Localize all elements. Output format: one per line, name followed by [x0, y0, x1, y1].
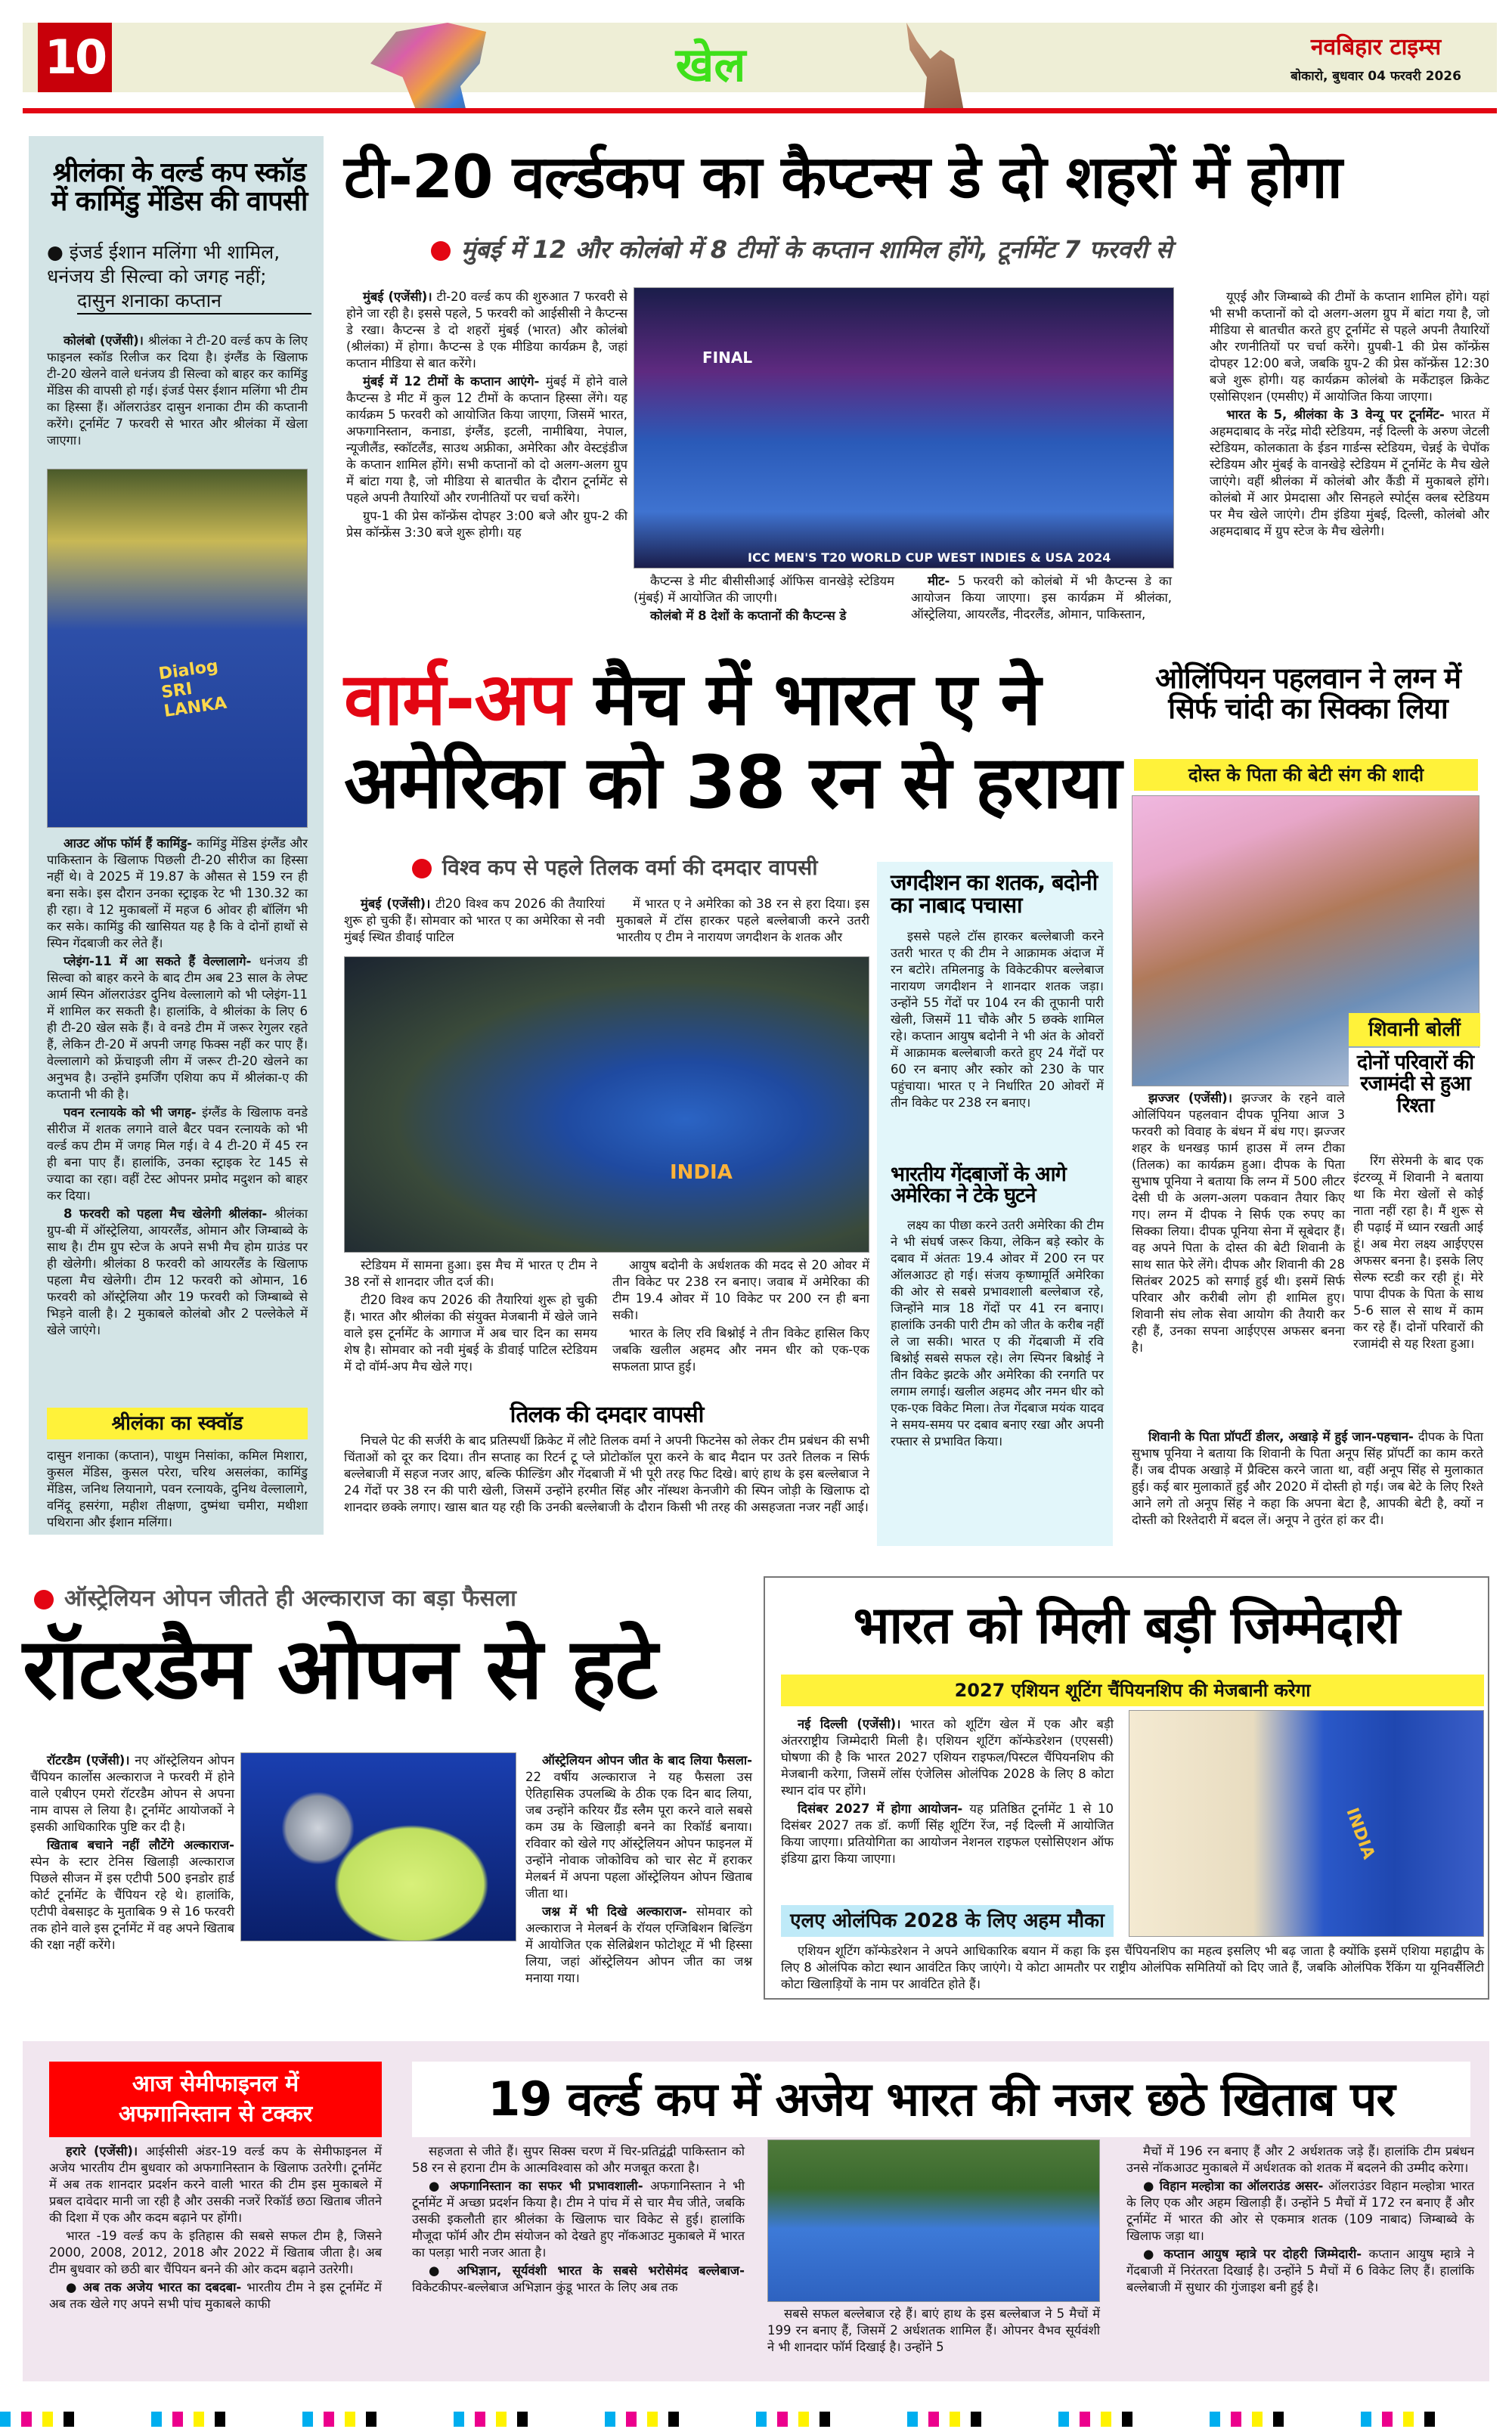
paragraph-lead: 8 फरवरी को पहला मैच खेलेगी श्रीलंका-: [64, 1207, 274, 1221]
paragraph: [30, 1752, 234, 1836]
lead-col2: [634, 573, 894, 641]
paragraph: [346, 289, 627, 372]
photo-shooters: [1129, 1710, 1484, 1937]
paragraph-lead: ● अभिज्ञान, सूर्यवंशी भारत के सबसे भरोसेमंद बल्लेबाज-: [429, 2263, 745, 2278]
paragraph-text: आयुष बदोनी के अर्धशतक की मदद से 20 ओवर में तीन विकेट पर 238 रन बनाए। जवाब में अमेरिका की टीम 19.4 ओवर में 10 विकेट पर 200 रन ही बना सकी।: [612, 1258, 869, 1322]
sidebar-bullet-underlined: दासुन शनाका कप्तान: [77, 289, 311, 314]
paragraph: [1132, 1429, 1483, 1529]
paragraph: [612, 1257, 869, 1324]
paragraph-text: कैप्टन्स डे मीट बीसीसीआई ऑफिस वानखेड़े स्टेडियम (मुंबई) में आयोजित की जाएगी।: [634, 574, 894, 605]
u19-col4: [1126, 2143, 1474, 2370]
paragraph: [1126, 2246, 1474, 2296]
olympian-strap: दोस्त के पिता की बेटी संग की शादी: [1134, 759, 1478, 791]
paragraph-text: धनंजय डी सिल्वा को बाहर करने के बाद टीम अब 23 साल के लेफ्ट आर्म स्पिन ऑलराउंडर दुनिथ वेल्लालागे को भी प्लेइंग-11 में शामिल कर सकती है। हालांकि, वे श्रीलंका के लिए 6 ही टी-20 खेल सके हैं। वे वनडे टीम में जरूर रेगुलर रहते हैं, लेकिन टी-20 में अपनी जगह फिक्स नहीं कर पाए हैं। वेल्लालागे को फ्रेंचाइजी लीग में जरूर टी-20 खेलने का अनुभव है। उन्होंने इमर्जिंग एशिया कप में श्रीलंका-ए की कप्तानी भी की है।: [47, 954, 308, 1101]
paragraph-text: सबसे सफल बल्लेबाज रहे हैं। बाएं हाथ के इस बल्लेबाज ने 5 मैचों में 199 रन बनाए हैं, जिसमें 2 अर्धशतक शामिल हैं। ओपनर वैभव सूर्यवंशी ने भी शानदार फॉर्म दिखाई है। उन्होंने 5: [767, 2307, 1100, 2354]
paragraph-lead: मुंबई में 12 टीमों के कप्तान आएंगे-: [363, 374, 546, 389]
u19-col1: [49, 2143, 382, 2370]
paragraph-text: निचले पेट की सर्जरी के बाद प्रतिस्पर्धी क्रिकेट में लौटे तिलक वर्मा ने अपनी फिटनेस को लेकर टीम प्रबंधन की सभी चिंताओं को दूर कर दिया। तीन सप्ताह का रिटर्न टू प्ले प्रोटोकॉल पूरा करने के बाद मैदान पर उतरे तिलक न सिर्फ बल्लेबाजी में सहज नजर आए, बल्कि फील्डिंग और गेंदबाजी में भी पूरी तरह फिट दिखे। बाएं हाथ के इस बल्लेबाज ने 24 गेंदों पर 38 रन की पारी खेली, जिसमें उन्होंने हरमीत सिंह और नॉस्थश केनजीगे की स्पिन जोड़ी के खिलाफ दो शानदार छक्के लगाए। खास बात यह रही कि उनकी बल्लेबाजी के दौरान किसी भी तरह की असहजता नजर नहीं आई।: [344, 1433, 869, 1514]
lead-subhead-text: मुंबई में 12 और कोलंबो में 8 टीमों के कप्तान शामिल होंगे, टूर्नामेंट 7 फरवरी से: [461, 235, 1173, 264]
alcaraz-left: [30, 1752, 235, 1952]
warmup-top-right: [616, 896, 869, 949]
paragraph: [911, 573, 1172, 623]
jagdishan-heading: जगदीशन का शतक, बदोनी का नाबाद पचासा: [891, 869, 1098, 919]
paragraph: [1132, 1090, 1345, 1356]
quote-label: शिवानी बोलीं: [1349, 1013, 1480, 1046]
paragraph-text: भारत को शूटिंग खेल में एक और बड़ी अंतरराष्ट्रीय जिम्मेदारी मिली है। एशियन शूटिंग कॉन्फेडरेशन (एएससी) घोषणा की है कि भारत 2027 एशियन राइफल/पिस्टल चैंपियनशिप की मेजबानी करेगा, जिसमें लॉस एंजेलिस ओलंपिक 2028 के लिए 8 कोटा स्थान दांव पर होंगे।: [781, 1717, 1114, 1798]
warmup-subhead: [412, 853, 866, 881]
paragraph-text: इंग्लैंड के खिलाफ वनडे सीरीज में शतक लगाने वाले बैटर पवन रत्नायके को भी वर्ल्ड कप टीम में जगह मिल गई। वे 4 टी-20 में 45 रन ही बना पाए हैं। हालांकि, उनका स्ट्राइक रेट 145 से ज्यादा का रहा। वहीं टेस्ट ओपनर प्रमोद मदुशन को बाहर कर दिया।: [47, 1105, 308, 1203]
shooting-box-heading: एलए ओलंपिक 2028 के लिए अहम मौका: [781, 1905, 1114, 1937]
photo-jersey-text: INDIA: [670, 1161, 733, 1184]
warmup-headline-line2: अमेरिका को 38 रन से हराया: [344, 740, 1121, 825]
paragraph: [346, 508, 627, 541]
paragraph: [781, 1801, 1114, 1867]
warmup-bottom-left: [344, 1257, 597, 1401]
photo-u19-team: [767, 2139, 1100, 2302]
alcaraz-kicker-text: ऑस्ट्रेलियन ओपन जीतते ही अल्काराज का बड़ा फैसला: [64, 1585, 516, 1612]
paragraph: [1126, 2178, 1474, 2245]
paragraph: [781, 1716, 1114, 1799]
paragraph: [49, 2143, 382, 2226]
lead-headline: टी-20 वर्ल्डकप का कैप्टन्स डे दो शहरों में होगा: [344, 144, 1342, 212]
shooting-bottom: [781, 1943, 1484, 1996]
lead-col1: [346, 289, 627, 644]
paragraph: [525, 1752, 752, 1902]
paragraph-text: विकेटकीपर-बल्लेबाज अभिज्ञान कुंडू भारत के लिए अब तक: [412, 2280, 678, 2294]
paragraph: [412, 2263, 745, 2296]
paragraph: [47, 1105, 308, 1204]
paragraph: [891, 1217, 1104, 1450]
paragraph-text: सोमवार को अल्काराज ने मेलबर्न के रॉयल एग्जिबिशन बिल्डिंग में आयोजित एक सेलिब्रेशन फोटोशूट में भी हिस्सा लिया, जहां ऑस्ट्रेलियन ओपन जीत का जश्न मनाया गया।: [525, 1904, 753, 1985]
paragraph-text: सहजता से जीते हैं। सुपर सिक्स चरण में चिर-प्रतिद्वंद्वी पाकिस्तान को 58 रन से हराना टीम के आत्मविश्वास को और मजबूत करता है।: [412, 2144, 745, 2175]
paragraph-lead: मुंबई (एजेंसी)।: [363, 290, 437, 304]
paragraph-lead: नई दिल्ली (एजेंसी)।: [798, 1717, 911, 1731]
paragraph: [891, 928, 1104, 1111]
paragraph-text: ग्रुप-1 की प्रेस कॉन्फ्रेंस दोपहर 3:00 बजे और ग्रुप-2 की प्रेस कॉन्फ्रेंस 3:30 बजे शुरू होगी। यह: [346, 509, 627, 540]
paragraph: [616, 896, 869, 946]
paragraph-text: में भारत ए ने अमेरिका को 38 रन से हरा दिया। इस मुकाबले में टॉस हारकर पहले बल्लेबाजी करने उतरी भारतीय ए टीम ने नारायण जगदीशन के शतक और: [616, 897, 869, 944]
photo-sign: FINAL: [702, 349, 753, 367]
u19-red-box: आज सेमीफाइनल में अफगानिस्तान से टक्कर: [49, 2062, 382, 2137]
warmup-subhead-text: विश्व कप से पहले तिलक वर्मा की दमदार वापसी: [442, 855, 818, 880]
paragraph-text: श्रीलंका ग्रुप-बी में ऑस्ट्रेलिया, आयरलैंड, ओमान और जिम्बाब्वे के साथ है। टीम ग्रुप स्टेज के अपने सभी मैच होम ग्राउंड पर ही खेलेगी। श्रीलंका 8 फरवरी को आयरलैंड के खिलाफ पहला मैच खेलेगी। टीम 12 फरवरी को ओमान, 16 फरवरी को ऑस्ट्रेलिया और 19 फरवरी को जिम्बाब्वे से भिड़ने वाली है। 2 मुकाबले कोलंबो और 2 पल्लेकेले में खेले जाएंगे।: [47, 1207, 308, 1337]
squad-list: दासुन शनाका (कप्तान), पाथुम निसांका, कमिल मिशारा, कुसल मेंडिस, कुसल परेरा, चरिथ असलंका, कामिंडु मेंडिस, जनिथ लियानागे, पवन रत्नायके, दुनिथ वेल्लालागे, वनिंदू हसरंगा, महीश तीक्षणा, दुष्मंथा चमीरा, मथीशा पथिराना और ईशान मलिंगा।: [47, 1448, 308, 1529]
paragraph-lead: भारत के 5, श्रीलंका के 3 वेन्यू पर टूर्नामेंट-: [1226, 407, 1452, 422]
lead-col3: [1210, 289, 1489, 644]
warmup-headline-part: मैच में भारत ए ने: [569, 657, 1040, 742]
u19-col2: [412, 2143, 745, 2370]
olympian-left: [1132, 1090, 1345, 1427]
paragraph-lead: शिवानी के पिता प्रॉपर्टी डीलर, अखाड़े में हुई जान-पहचान-: [1148, 1430, 1418, 1444]
warmup-bottom-right: [612, 1257, 869, 1401]
paragraph-lead: कोलंबो (एजेंसी)।: [64, 333, 148, 348]
paragraph-text: स्टेडियम में सामना हुआ। इस मैच में भारत ए टीम ने 38 रनों से शानदार जीत दर्ज की।: [344, 1258, 597, 1289]
photo-alcaraz-trophy: [240, 1752, 516, 1941]
tilak-body: [344, 1433, 869, 1544]
warmup-headline-red: वार्म-अप: [344, 657, 570, 742]
bullet-icon: ●: [47, 241, 70, 263]
paragraph-text: टी-20 वर्ल्ड कप की शुरुआत 7 फरवरी से होने जा रही है। इससे पहले, 5 फरवरी को आईसीसी ने कैप्टन्स डे रखा। कैप्टन्स डे दो शहरों मुंबई (भारत) और कोलंबो (श्रीलंका) में होगा। कैप्टन्स डे एक मीडिया कार्यक्रम है, जहां कप्तान मीडिया से बात करेंगे।: [346, 290, 627, 370]
paragraph-lead: ● अफगानिस्तान का सफर भी प्रभावशाली-: [429, 2179, 651, 2193]
photo-team-india-trophy: [634, 287, 1174, 569]
paragraph-text: आईसीसी अंडर-19 वर्ल्ड कप के सेमीफाइनल में अजेय भारतीय टीम बुधवार को अफगानिस्तान के खिलाफ उतरेगी। टूर्नामेंट में अब तक शानदार प्रदर्शन करने वाली भारत की टीम इस मुकाबले में प्रबल दावेदार मानी जा रही है और उसकी नजरें रिकॉर्ड छठा खिताब जीतने की दिशा में एक और कदम बढ़ाने पर होंगी।: [49, 2144, 382, 2225]
paragraph-lead: जश्न में भी दिखे अल्काराज-: [542, 1904, 696, 1919]
paragraph-text: यह प्रतिष्ठित टूर्नामेंट 1 से 10 दिसंबर 2027 तक डॉ. कर्णी सिंह शूटिंग रेंज, नई दिल्ली में आयोजित किया जाएगा। प्रतियोगिता का आयोजन नेशनल राइफल एसोसिएशन ऑफ इंडिया द्वारा किया जाएगा।: [781, 1802, 1114, 1866]
paragraph: [1353, 1153, 1483, 1352]
warmup-headline: [344, 657, 1121, 825]
paragraph-lead: आउट ऑफ फॉर्म हैं कामिंडु-: [64, 836, 197, 850]
paragraph: [525, 1904, 752, 1987]
paragraph-text: यूएई और जिम्बाब्वे की टीमों के कप्तान शामिल होंगे। यहां भी सभी कप्तानों को दो अलग-अलग ग्रुप में बांटा गया है, जो मीडिया से बातचीत करते हुए टूर्नामेंट से पहले अपनी तैयारियों और रणनीतियों पर चर्चा करेंगे। ग्रुपबी-1 की प्रेस कॉन्फ्रेंस दोपहर 12:00 बजे, जबकि ग्रुप-2 की प्रेस कॉन्फ्रेंस 12:30 बजे शुरू होगी। यह कार्यक्रम कोलंबो के मर्केंटाइल क्रिकेट एसोसिएशन (एमसीए) में आयोजित किया जाएगा।: [1210, 290, 1489, 404]
paragraph-text: भारत में अहमदाबाद के नरेंद्र मोदी स्टेडियम, नई दिल्ली के अरुण जेटली स्टेडियम, कोलकाता के ईडन गार्डन्स स्टेडियम, चेन्नई के चेपॉक स्टेडियम और मुंबई के वानखेड़े स्टेडियम में टूर्नामेंट के मैच खेले जाएंगे। वहीं श्रीलंका में कोलंबो और कैंडी में मुकाबले होंगे। कोलंबो में आर प्रेमदासा और सिनहले स्पोर्ट्स क्लब स्टेडियम पर मैच खेले जाएंगे। टीम इंडिया मुंबई, दिल्ली, कोलंबो और अहमदाबाद में ग्रुप स्टेज के मैच खेलेगी।: [1210, 407, 1489, 538]
paragraph-text: मैचों में 196 रन बनाए हैं और 2 अर्धशतक जड़े हैं। हालांकि टीम प्रबंधन उनसे नॉकआउट मुकाबले में अर्धशतक को शतक में बदलने की उम्मीद करेगा।: [1126, 2144, 1474, 2175]
paragraph-text: मुंबई में होने वाले कैप्टन्स डे मीट में कुल 12 टीमों के कप्तान हिस्सा लेंगे। यह कार्यक्रम 5 फरवरी को आयोजित किया जाएगा, जिसमें भारत, अफगानिस्तान, कनाडा, इंग्लैंड, इटली, नामीबिया, नेपाल, न्यूजीलैंड, स्कॉटलैंड, साउथ अफ्रीका, अमेरिका और वेस्टइंडीज के कप्तान शामिल होंगे। सभी कप्तानों को दो अलग-अलग ग्रुप में बांटा गया है, जो मीडिया से बातचीत के दौरान टूर्नामेंट से पहले अपनी तैयारियों और रणनीतियों पर चर्चा करेंगे।: [346, 374, 627, 505]
paragraph: [49, 2228, 382, 2278]
sidebar-headline: श्रीलंका के वर्ल्ड कप स्कॉड में कामिंडु मेंडिस की वापसी: [51, 157, 308, 217]
paragraph: [47, 1206, 308, 1339]
paragraph-lead: ● अब तक अजेय भारत का दबदबा-: [66, 2280, 247, 2294]
dateline: बोकारो, बुधवार 04 फरवरी 2026: [1290, 69, 1461, 84]
paragraph-lead: रॉटरडैम (एजेंसी)।: [47, 1753, 135, 1768]
paragraph: [47, 333, 308, 449]
alcaraz-headline: रॉटरडैम ओपन से हटे: [23, 1620, 657, 1718]
paragraph-text: स्पेन के स्टार टेनिस खिलाड़ी अल्काराज पिछले सीजन में इस एटीपी 500 इनडोर हार्ड कोर्ट टूर्नामेंट के चैंपियन रहे थे। हालांकि, एटीपी वेबसाइट के मुताबिक 9 से 16 फरवरी तक होने वाले इस टूर्नामेंट में वह अपने खिताब की रक्षा नहीं करेंगे।: [30, 1854, 234, 1952]
paragraph-text: टी20 विश्व कप 2026 की तैयारियां शुरू हो चुकी हैं। सोमवार को भारत ए का अमेरिका से नवी मुंबई स्थित डीवाई पाटिल: [344, 897, 605, 944]
photo-jersey-text: Dialog SRI LANKA: [157, 656, 228, 721]
lead-col2b: [911, 573, 1172, 641]
paragraph: [781, 1943, 1484, 1993]
paragraph-text: भारतीय टीम ने इस टूर्नामेंट में अब तक खेले गए अपने सभी पांच मुकाबले काफी: [49, 2280, 382, 2311]
sidebar-intro: [47, 333, 308, 469]
paragraph: [634, 608, 894, 624]
paragraph: [344, 1257, 597, 1290]
olympian-bottom: [1132, 1429, 1483, 1544]
paragraph: [1126, 2143, 1474, 2176]
olympian-headline: ओलिंपियन पहलवान ने लग्न में सिर्फ चांदी का सिक्का लिया: [1155, 661, 1461, 725]
paragraph-text: रिंग सेरेमनी के बाद एक इंटरव्यू में शिवानी ने बताया था कि मेरा खेलों से कोई नाता नहीं रहा है। मैं शुरू से ही पढ़ाई में ध्यान रखती आई हूं। अब मेरा लक्ष्य आईएएस अफसर बनना है। इसके लिए सेल्फ स्टडी कर रही हूं। मेरे पापा दीपक के पिता के साथ 5-6 साल से साथ में काम कर रहे हैं। दोनों परिवारों की रजामंदी से यह रिश्ता हुआ।: [1353, 1154, 1483, 1351]
paragraph-text: दीपक के पिता सुभाष पूनिया ने बताया कि शिवानी के पिता अनूप सिंह प्रॉपर्टी का काम करते हैं। जब दीपक अखाड़े में प्रैक्टिस करने जाता था, वहीं अनूप सिंह से मुलाकात हुई। कई बार मुलाकातें हुईं और 2020 में दोस्ती हो गई। जब बेटे के लिए रिश्ते आने लगे तो अनूप सिंह ने कहा कि अपना बेटा है, आपकी बेटी है, क्यों न दोस्ती को रिश्तेदारी में बदल लें। अनूप ने तुरंत हां कर दी।: [1132, 1430, 1483, 1527]
bowlers-heading: भारतीय गेंदबाजों के आगे अमेरिका ने टेके घुटने: [891, 1163, 1066, 1208]
paragraph-text: नए ऑस्ट्रेलियन ओपन चैंपियन कार्लोस अल्काराज ने फरवरी में होने वाले एबीएन एमरो रॉटरडैम ओपन से अपना नाम वापस ले लिया है। टूर्नामेंट आयोजकों ने इसकी आधिकारिक पुष्टि कर दी है।: [30, 1753, 235, 1834]
paragraph-text: 22 वर्षीय अल्काराज ने यह फैसला उस ऐतिहासिक उपलब्धि के ठीक एक दिन बाद लिया, जब उन्होंने करियर ग्रैंड स्लैम पूरा करने वाले सबसे कम उम्र के खिलाड़ी बनने का रिकॉर्ड बनाया। रविवार को खेले गए ऑस्ट्रेलियन ओपन फाइनल में उन्होंने नोवाक जोकोविच को चार सेट में हराकर मेलबर्न में अपना पहला ऑस्ट्रेलियन ओपन खिताब जीता था।: [525, 1770, 752, 1901]
paragraph: [1210, 407, 1489, 540]
registration-marks: [0, 2412, 1512, 2427]
paragraph: [47, 953, 308, 1103]
sidebar-body: [47, 835, 308, 1399]
paragraph: [767, 2306, 1100, 2356]
paragraph: [412, 2143, 745, 2176]
photo-kamindu-mendis: [47, 469, 308, 828]
paragraph-lead: पवन रत्नायके को भी जगह-: [64, 1105, 203, 1120]
alcaraz-kicker: [34, 1582, 714, 1613]
paragraph-lead: मुंबई (एजेंसी)।: [361, 897, 436, 911]
paragraph-text: 5 फरवरी को कोलंबो में भी कैप्टन्स डे का आयोजन किया जाएगा। इस कार्यक्रम में श्रीलंका, ऑस्ट्रेलिया, आयरलैंड, नीदरलैंड, ओमान, पाकिस्तान,: [911, 574, 1172, 621]
paragraph-text: एशियन शूटिंग कॉन्फेडरेशन ने अपने आधिकारिक बयान में कहा कि इस चैंपियनशिप का महत्व इसलिए भी बढ़ जाता है क्योंकि इसमें एशिया महाद्वीप के लिए 8 ओलंपिक कोटा स्थान आवंटित किए जाएंगे। ये कोटा आमतौर पर राष्ट्रीय ओलंपिक समितियों को दिए जाते हैं, जबकि ओलंपिक रैंकिंग या यूनिवर्सैलिटी कोटा खिलाड़ियों के नाम पर आवंटित होते हैं।: [781, 1944, 1484, 1991]
paragraph-lead: दिसंबर 2027 में होगा आयोजन-: [798, 1802, 970, 1816]
warmup-top-left: [344, 896, 605, 949]
paragraph-text: टी20 विश्व कप 2026 की तैयारियां शुरू हो चुकी हैं। भारत और श्रीलंका की संयुक्त मेजबानी में खेले जाने वाले इस टूर्नामेंट के आगाज में अब चार दिन का समय शेष है। सोमवार को नवी मुंबई के डीवाई पाटिल स्टेडियम में दो वॉर्म-अप मैच खेले गए।: [344, 1293, 597, 1374]
paragraph-text: इससे पहले टॉस हारकर बल्लेबाजी करने उतरी भारत ए की टीम ने आक्रामक अंदाज में रन बटोरे। तमिलनाडु के विकेटकीपर बल्लेबाज नारायण जगदीशन ने शानदार शतक जड़ा। उन्होंने 55 गेंदों पर 104 रन की तूफानी पारी खेली, जिसमें 11 चौके और 5 छक्के शामिल रहे। कप्तान आयुष बदोनी ने भी अंत के ओवरों में आक्रामक बल्लेबाजी करते हुए 24 गेंदों पर 60 रन बनाए और स्कोर को 230 के पार पहुंचाया। भारत ए ने निर्धारित 20 ओवरों में तीन विकेट पर 238 रन बनाए।: [891, 929, 1104, 1110]
paragraph: [612, 1325, 869, 1375]
quote-heading: दोनों परिवारों की रजामंदी से हुआ रिश्ता: [1356, 1051, 1474, 1117]
paragraph: [344, 1433, 869, 1516]
paragraph-text: कामिंडु मेंडिस इंग्लैंड और पाकिस्तान के खिलाफ पिछली टी-20 सीरीज का हिस्सा नहीं थे। वे 2025 में 19.87 के औसत से 159 रन ही बना सके। इस दौरान उनका स्ट्राइक रेट भी 130.32 का ही रहा। वे 12 मुकाबलों में महज 6 ओवर ही बॉलिंग भी कर सके। कामिंडु की खासियत यह है कि वे दोनों हाथों से स्पिन गेंदबाजी कर लेते हैं।: [47, 836, 308, 950]
paragraph-lead: कोलंबो में 8 देशों के कप्तानों की कैप्टन्स डे: [650, 609, 847, 623]
u19-headline: 19 वर्ल्ड कप में अजेय भारत की नजर छठे खिताब पर: [412, 2062, 1470, 2137]
squad-heading: श्रीलंका का स्क्वॉड: [47, 1408, 308, 1439]
paragraph-lead: झज्जर (एजेंसी)।: [1148, 1091, 1241, 1105]
paragraph-text: अफगानिस्तान ने भी टूर्नामेंट में अच्छा प्रदर्शन किया है। टीम ने पांच में से चार मैच जीते, जबकि उसकी इकलौती हार श्रीलंका के खिलाफ चार विकेट से हुई। हालांकि मौजूदा फॉर्म और टीम संयोजन को देखते हुए नॉकआउट मुकाबले में भारत का पलड़ा भारी नजर आता है।: [412, 2179, 745, 2260]
paragraph: [346, 373, 627, 507]
paragraph-lead: खिताब बचाने नहीं लौटेंगे अल्काराज-: [47, 1838, 234, 1852]
masthead-logo: नवबिहार टाइम्स: [1310, 34, 1442, 60]
paragraph: [412, 2178, 745, 2261]
bullet-icon: [34, 1590, 54, 1610]
tilak-heading: तिलक की दमदार वापसी: [510, 1402, 704, 1428]
jagdishan-body: [891, 928, 1104, 1161]
paragraph-text: श्रीलंका ने टी-20 वर्ल्ड कप के लिए फाइनल स्कॉड रिलीज कर दिया है। इंग्लैंड के खिलाफ टी-20 खेलने वाले धनंजय डी सिल्वा को बाहर कर कामिंडु मेंडिस की वापसी हो गई। इंजर्ड पेसर ईशान मलिंगा भी टीम का हिस्सा हैं। ऑलराउंडर दासुन शनाका टीम की कप्तानी करेंगे। टूर्नामेंट 7 फरवरी से भारत और श्रीलंका में खेला जाएगा।: [47, 333, 308, 448]
lead-subhead: [431, 233, 1489, 265]
paragraph-lead: मीट-: [928, 574, 958, 588]
bowlers-body: [891, 1217, 1104, 1542]
paragraph-text: लक्ष्य का पीछा करने उतरी अमेरिका की टीम ने भी संघर्ष जरूर किया, लेकिन बड़े स्कोर के दबाव में अंततः 19.4 ओवर में 200 रन पर ऑलआउट हो गई। संजय कृष्णामूर्ति अमेरिका की ओर से सबसे प्रभावशाली बल्लेबाज रहे, जिन्होंने मात्र 18 गेंदों पर 41 रन बनाए। हालांकि उनकी पारी टीम को जीत के करीब नहीं ले जा सकी। भारत ए की गेंदबाजी में रवि बिश्नोई सबसे सफल रहे। लेग स्पिनर बिश्नोई ने तीन विकेट झटके और अमेरिका की रनगति पर लगाम लगाई। खलील अहमद और नमन धीर को एक-एक विकेट मिला। तेज गेंदबाज मयंक यादव ने समय-समय पर दबाव बनाए रखा और अपनी रफ्तार से प्रभावित किया।: [891, 1218, 1104, 1448]
shooting-headline: भारत को मिली बड़ी जिम्मेदारी: [853, 1596, 1400, 1656]
section-title: खेल: [675, 37, 746, 92]
paragraph-text: झज्जर के रहने वाले ओलिंपियन पहलवान दीपक पूनिया आज 3 फरवरी को विवाह के बंधन में बंध गए। झज्जर शहर के धनखड़ फार्म हाउस में लग्न टीका (तिलक) का कार्यक्रम हुआ। दीपक के पिता सुभाष पूनिया ने बताया कि लग्न में 500 लीटर देसी घी के अलग-अलग पकवान तैयार किए गए। लग्न में दीपक ने सिर्फ एक रुपए का सिक्का लिया। दीपक पूनिया सेना में सूबेदार हैं। वह अपने पिता के दोस्त की बेटी शिवानी के साथ सात फेरे लेंगे। दीपक और शिवानी की 28 सितंबर 2025 को सगाई हुई थी। इसमें सिर्फ परिवार और करीबी लोग ही शामिल हुए। शिवानी संघ लोक सेवा आयोग की तैयारी कर रही हैं, उनका सपना आईएएस अफसर बनना है।: [1132, 1091, 1345, 1355]
paragraph: [30, 1837, 234, 1953]
paragraph-lead: प्लेइंग-11 में आ सकते हैं वेल्लालागे-: [64, 954, 259, 968]
paragraph-lead: ● विहान मल्होत्रा का ऑलराउंड असर-: [1143, 2179, 1328, 2193]
photo-jersey-text: INDIA: [1342, 1805, 1378, 1862]
paragraph-text: भारत -19 वर्ल्ड कप के इतिहास की सबसे सफल टीम है, जिसने 2000, 2008, 2012, 2018 और 2022 में खिताब जीता है। अब टीम बुधवार को छठी बार चैंपियन बनने की ओर कदम बढ़ाने उतरेगी।: [49, 2229, 382, 2276]
olympian-right: [1353, 1153, 1483, 1427]
paragraph: [47, 835, 308, 952]
paragraph: [634, 573, 894, 606]
photo-tilak-varma: [344, 956, 869, 1253]
page-number: 10: [38, 23, 112, 92]
bullet-icon: [431, 241, 451, 261]
header-rule: [23, 108, 1497, 113]
paragraph: [1210, 289, 1489, 405]
sidebar-bullet-text: इंजर्ड ईशान मलिंगा भी शामिल, धनंजय डी सिल्वा को जगह नहीं;: [47, 241, 280, 287]
shooting-strap: 2027 एशियन शूटिंग चैंपियनशिप की मेजबानी करेगा: [781, 1675, 1484, 1706]
paragraph-lead: ● कप्तान आयुष म्हात्रे पर दोहरी जिम्मेदारी-: [1143, 2247, 1369, 2261]
bullet-icon: [412, 859, 432, 878]
paragraph-lead: ऑस्ट्रेलियन ओपन जीत के बाद लिया फैसला-: [542, 1753, 752, 1768]
alcaraz-right: [525, 1752, 753, 1985]
u19-col3: [767, 2306, 1100, 2372]
paragraph-text: कप्तान आयुष म्हात्रे ने गेंदबाजी में निरंतरता दिखाई है। उन्होंने 5 मैचों में 6 विकेट लिए हैं। हालांकि बल्लेबाजी में सुधार की गुंजाइश बनी हुई है।: [1126, 2247, 1474, 2294]
paragraph: [344, 896, 605, 946]
photo-banner: ICC MEN'S T20 WORLD CUP WEST INDIES & USA 2024: [748, 550, 1111, 565]
paragraph: [49, 2279, 382, 2313]
paragraph-lead: हरारे (एजेंसी)।: [66, 2144, 146, 2158]
paragraph: [344, 1292, 597, 1375]
shooting-body: [781, 1716, 1114, 1904]
paragraph-text: भारत के लिए रवि बिश्नोई ने तीन विकेट हासिल किए जबकि खलील अहमद और नमन धीर को एक-एक सफलता प्राप्त हुई।: [612, 1326, 869, 1374]
paragraph-text: ऑलराउंडर विहान मल्होत्रा भारत के लिए एक और अहम खिलाड़ी हैं। उन्होंने 5 मैचों में 172 रन बनाए हैं और टूर्नामेंट में भारत की ओर से एकमात्र शतक (109 नाबाद) जिम्बाब्वे के खिलाफ जड़ा था।: [1126, 2179, 1474, 2243]
sidebar-bullet: [47, 240, 311, 314]
